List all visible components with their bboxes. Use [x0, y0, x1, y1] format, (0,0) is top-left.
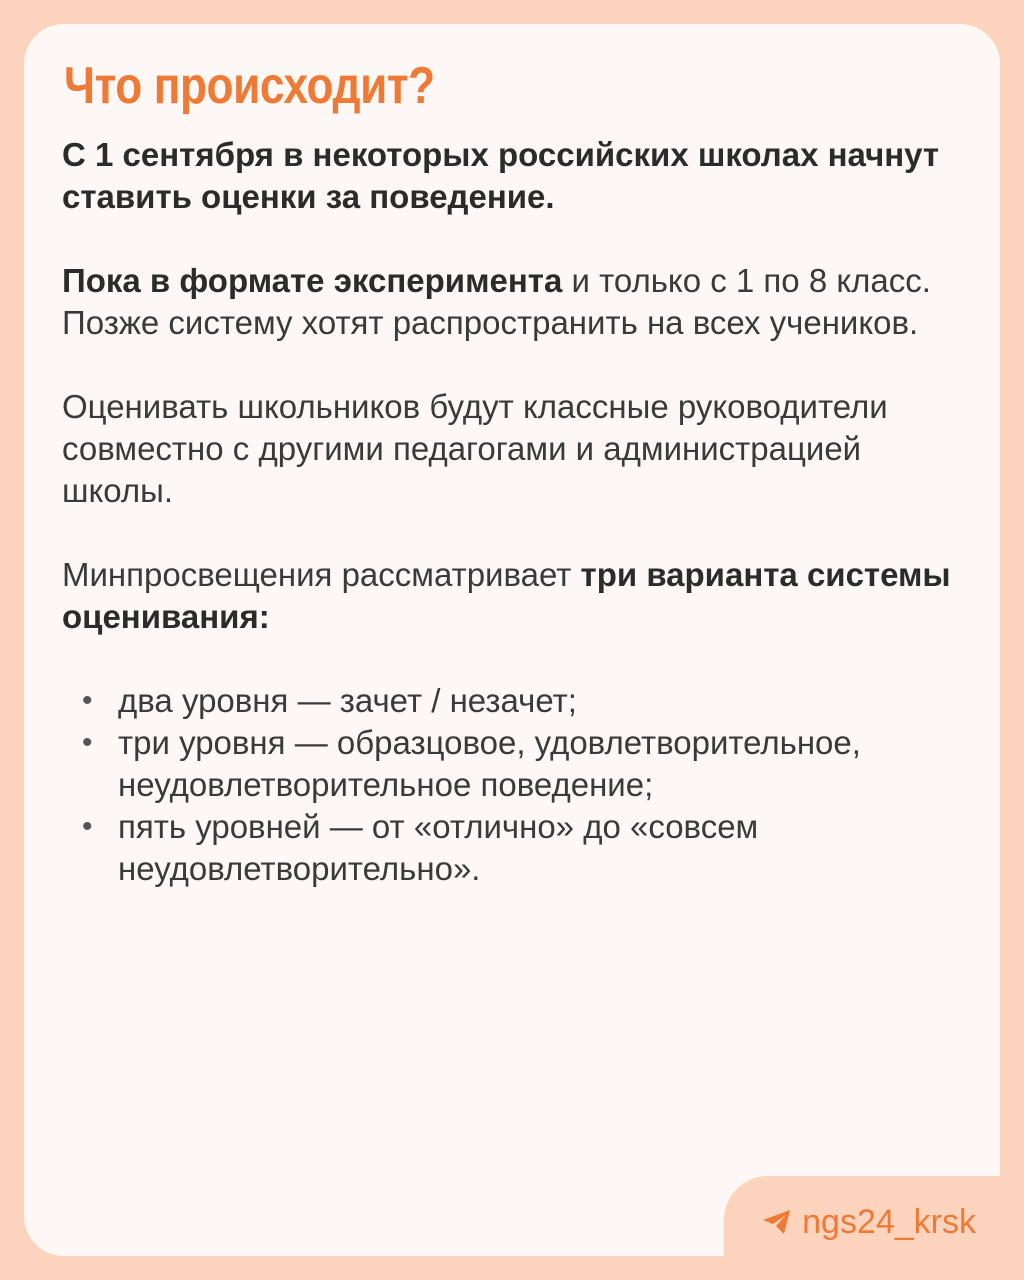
list-item	[82, 806, 962, 890]
list-item	[82, 680, 962, 722]
evaluators-paragraph: Оценивать школьников будут классные руководители совместно с другими педагогами и администрацией школы.	[62, 388, 888, 509]
ministry-text: Минпросвещения рассматривает	[62, 556, 581, 593]
handle-text: ngs24_krsk	[802, 1203, 976, 1241]
list-item	[82, 722, 962, 806]
ministry-paragraph	[62, 554, 962, 638]
experiment-paragraph	[62, 260, 962, 344]
option-text: пять уровней — от «отлично» до «совсем неудовлетворительно».	[118, 808, 759, 887]
content-card	[24, 24, 1000, 1256]
bullet-icon: •	[82, 684, 93, 717]
experiment-text: и только с 1 по 8 класс. Позже систему хотят распространить на всех учеников.	[62, 262, 931, 341]
option-text: два уровня — зачет / незачет;	[118, 682, 577, 719]
article-body	[62, 134, 962, 890]
page-title: Что происходит?	[64, 57, 435, 115]
bullet-icon: •	[82, 810, 93, 843]
lead-paragraph: С 1 сентября в некоторых российских школах начнут ставить оценки за поведение.	[62, 136, 940, 215]
grading-options-list	[62, 680, 962, 890]
ministry-bold-text: три варианта системы оценивания:	[62, 556, 951, 635]
telegram-plane-icon	[762, 1209, 792, 1235]
telegram-handle[interactable]	[762, 1202, 976, 1242]
bullet-icon: •	[82, 726, 93, 759]
option-text: три уровня — образцовое, удовлетворительное, неудовлетворительное поведение;	[118, 724, 861, 803]
experiment-bold-text: Пока в формате эксперимента	[62, 262, 563, 299]
